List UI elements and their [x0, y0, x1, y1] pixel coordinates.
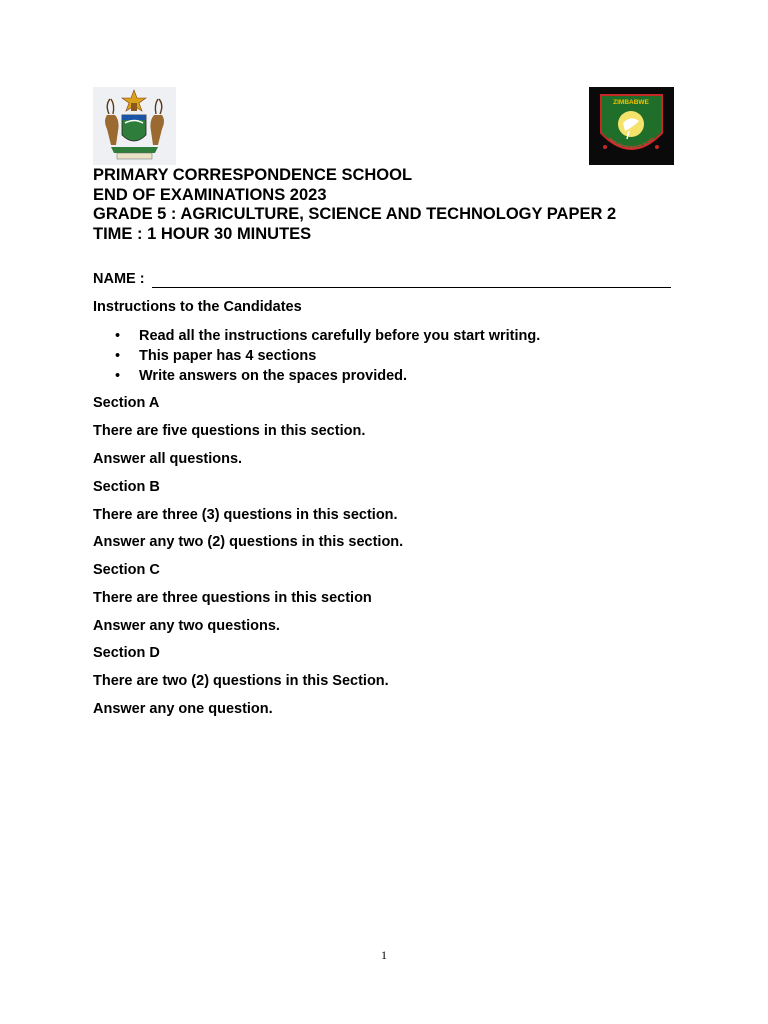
section-c-title: Section C: [93, 562, 160, 578]
section-b-line-2: Answer any two (2) questions in this section.: [93, 534, 404, 550]
instruction-text: Write answers on the spaces provided.: [139, 368, 408, 384]
list-item: [93, 367, 540, 387]
name-field[interactable]: [93, 271, 671, 289]
logo-text-bottom: RRESPONDENCE SCHO: [607, 136, 655, 151]
name-underline[interactable]: [152, 287, 671, 288]
instruction-text: This paper has 4 sections: [139, 348, 317, 364]
exam-header: [93, 166, 713, 244]
section-a-line-2: Answer all questions.: [93, 451, 243, 467]
bullet-icon: •: [115, 368, 121, 384]
section-d-title: Section D: [93, 645, 160, 661]
bullet-icon: •: [115, 348, 121, 364]
coat-of-arms-logo: [93, 87, 176, 165]
name-label: NAME :: [93, 271, 145, 287]
section-c-line-1: There are three questions in this section: [93, 590, 372, 606]
logo-text-top: ZIMBABWE: [613, 99, 649, 106]
section-b-title: Section B: [93, 479, 160, 495]
instruction-text: Read all the instructions carefully before you start writing.: [139, 328, 541, 344]
page-number: 1: [381, 948, 387, 962]
list-item: [93, 327, 540, 347]
section-a-line-1: There are five questions in this section.: [93, 423, 366, 439]
list-item: [93, 347, 540, 367]
section-c-line-2: Answer any two questions.: [93, 618, 280, 634]
section-a-title: Section A: [93, 395, 160, 411]
bullet-icon: •: [115, 328, 121, 344]
instructions-list: [93, 327, 540, 387]
time-allowed: TIME : 1 HOUR 30 MINUTES: [93, 224, 312, 243]
section-d-line-2: Answer any one question.: [93, 701, 273, 717]
paper-title: GRADE 5 : AGRICULTURE, SCIENCE AND TECHNOLOGY PAPER 2: [93, 205, 617, 223]
instructions-title: Instructions to the Candidates: [93, 299, 302, 315]
section-b-line-1: There are three (3) questions in this section.: [93, 507, 398, 523]
exam-title: END OF EXAMINATIONS 2023: [93, 185, 327, 204]
school-name: PRIMARY CORRESPONDENCE SCHOOL: [93, 166, 413, 184]
section-d-line-1: There are two (2) questions in this Section.: [93, 673, 389, 689]
correspondence-school-logo: [589, 87, 674, 165]
